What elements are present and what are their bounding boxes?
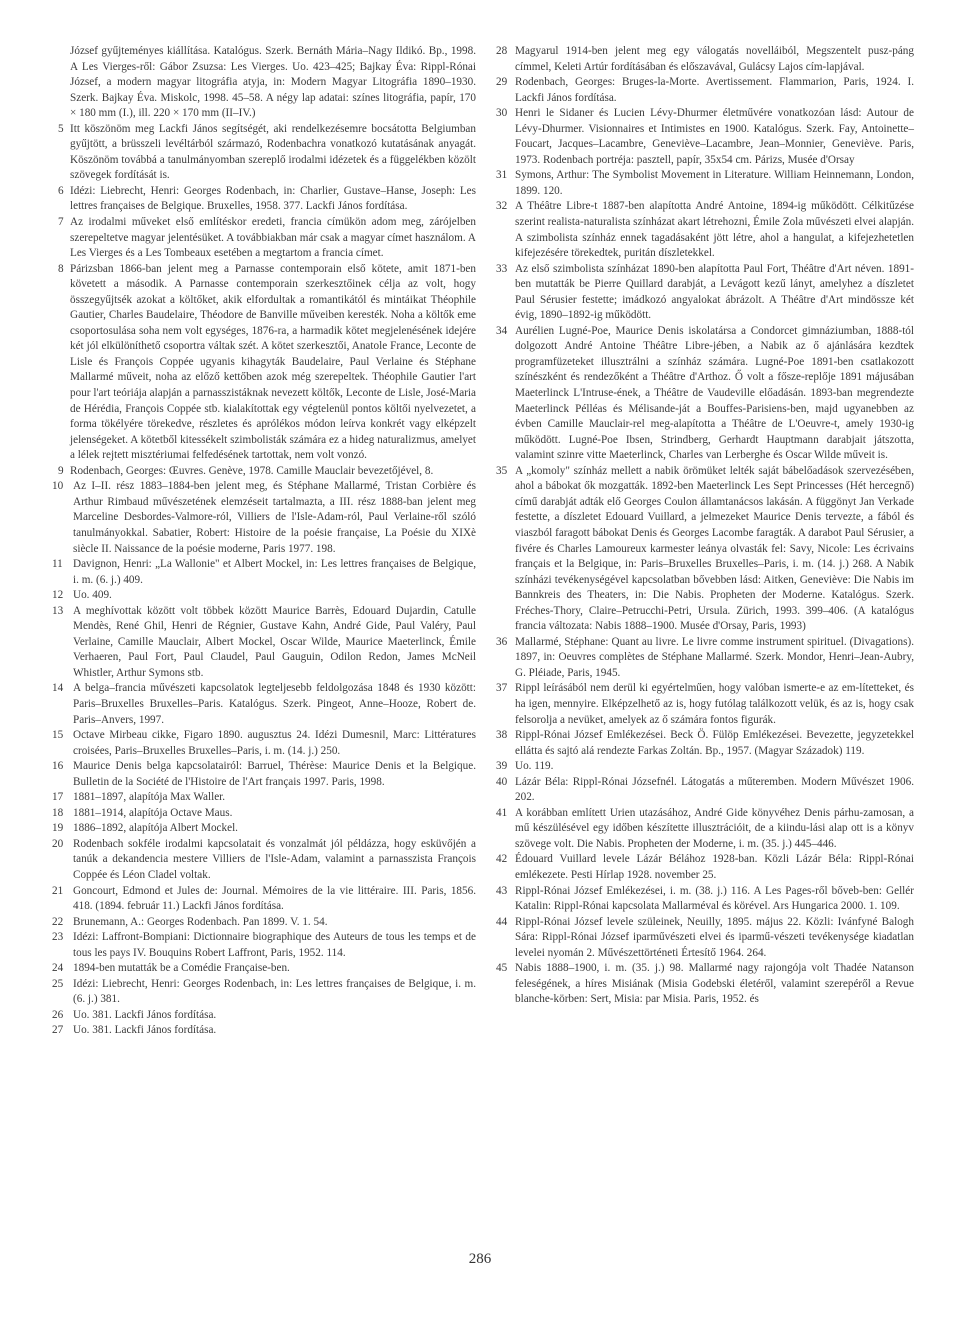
footnote-text: Uo. 409.	[73, 589, 112, 602]
footnote-number: 14	[52, 682, 64, 695]
footnote-text: Itt köszönöm meg Lackfi János segítségét, aki rendelkezésemre bocsátotta Belgiumban gyűjtött, a brüsszeli levéltárból származó, Rodenbachra vonatkozó kutatásának anyagát. Köszönöm továbbá a tanulmányomban szereplő irodalmi idézetek és a függelékben közölt szövegek fordítását is.	[70, 122, 476, 182]
footnote-number: 20	[52, 837, 64, 850]
footnote-number: 18	[52, 806, 64, 819]
footnote-text: 1881–1897, alapítója Max Waller.	[73, 791, 226, 804]
footnote-text: Uo. 381. Lackfi János fordítása.	[73, 1024, 217, 1037]
footnote-text: 1881–1914, alapítója Octave Maus.	[73, 806, 233, 819]
footnote-number: 42	[496, 853, 508, 866]
footnote-number: 16	[52, 760, 64, 773]
right-footnote-column	[496, 44, 914, 1008]
footnote-text: Aurélien Lugné-Poe, Maurice Denis iskolatársa a Condorcet gimnáziumban, 1888-tól dolgozott André Antoine Théâtre Libre-jében, a Nabik az ő ajánlására kezdtek programfüzeteket illusztrálni a színház számára. Lugné-Poe 1891-ben csatlakozott színészként és rendezőként a Théâtre d'Arthoz. Ő volt a fősze-replője 1891 májusában Maeterlinck L'Intruse-ének, a Théâtre de Vaudeville előadásán. 1893-ban megrendezte Maeterlinck Pélléas és Mélisande-ját a Bouffes-Parisiens-ben, majd ugyanebben az évben Camille Mauclair-rel meg-alapította a Théâtre de L'Oeuvre-t, amely 1930-ig működött. Lugné-Poe Ibsen, Strindberg, Gerhardt Hauptmann darabjait játszotta, valamint szinre vitte Maeterlinck, Charles van Lerberghe és Oscar Wilde műveit is.	[515, 324, 914, 462]
footnote-text: Rippl-Rónai József Emlékezései. Beck Ö. Fülöp Emlékezései. Bevezette, jegyzetekkel ellátta és sajtó alá rendezte Farkas Zoltán. Bp., 1957. (Magyar Századok) 119.	[515, 729, 914, 757]
footnote-number: 24	[52, 962, 64, 975]
footnote-text: Idézi: Liebrecht, Henri: Georges Rodenbach, in: Charlier, Gustave–Hanse, Joseph: Les lettres françaises de Belgique. Bruxelles, 1958. 377. Lackfi János fordítása.	[70, 184, 476, 213]
footnote-16	[52, 759, 476, 790]
footnote-27	[52, 1023, 476, 1039]
footnote-34	[496, 324, 914, 464]
footnote-9	[60, 464, 476, 480]
footnote-42	[496, 852, 914, 883]
footnote-number: 11	[52, 558, 63, 571]
footnote-text: Goncourt, Edmond et Jules de: Journal. Mémoires de la vie littéraire. III. Paris, 1856. 418. (1894. február 11.) Lackfi János fordítása.	[73, 884, 476, 913]
footnote-number: 35	[496, 464, 508, 477]
footnote-12	[52, 588, 476, 604]
footnote-number: 21	[52, 884, 64, 897]
footnote-number: 12	[52, 589, 64, 602]
footnote-text: Az I–II. rész 1883–1884-ben jelent meg, és Stéphane Mallarmé, Tristan Corbière és Arthur Rimbaud művészetének elemzéseit tartalmazta, a III. rész 1888-ban jelent meg Marceline Desbordes-Valmore-ról, Villiers de l'Isle-Adam-ról, Paul Verlaine-ről szóló tanulmányokkal. Sabatier, Robert: Histoire de la poésie française, La Poésie du XIXè siècle II. Naissance de la poésie moderne, Paris 1977. 198.	[73, 480, 476, 555]
footnote-number: 44	[496, 915, 508, 928]
footnote-text: Rippl-Rónai József Emlékezései, i. m. (38. j.) 116. A Les Pages-ről bőveb-ben: Gellér Katalin: Rippl-Rónai kapcsolata Mallarméval és körével. Ars Hungarica 2000. 1. 109.	[515, 884, 914, 913]
footnote-text: Nabis 1888–1900, i. m. (35. j.) 98. Mallarmé nagy rajongója volt Thadée Natanson feleségének, a híres Misiának (Misia Godebski életéről, valamint szerepéről a Revue blanche-körben: Sert, Misia: par Misia. Paris, 1952. és	[515, 962, 914, 1006]
footnote-29	[496, 75, 914, 106]
footnote-text: A Théâtre Libre-t 1887-ben alapította André Antoine, 1894-ig működött. Célkitűzése szerint realista-naturalista színházat akart létrehozni, Émile Zola művészeti elvei alapján. A szimbolista színház ennek tagadásaként jött létre, ahol a hangulat, a kifejezhetetlen kifejezésére törekedtek, puritán díszletekkel.	[515, 200, 914, 260]
footnote-number: 39	[496, 760, 508, 773]
footnote-17	[52, 790, 476, 806]
footnote-number: 36	[496, 635, 508, 648]
footnote-text: Rodenbach, Georges: Bruges-la-Morte. Avertissement. Flammarion, Paris, 1924. I. Lackfi János fordítása.	[515, 76, 914, 104]
footnote-text: Magyarul 1914-ben jelent meg egy válogatás novelláiból, Megszentelt pusz-páng címmel, Keleti Artúr fordításában és előszavával, Gulácsy Lajos cím-lapjával.	[515, 45, 914, 73]
footnote-number: 6	[58, 184, 64, 197]
footnote-number: 10	[52, 480, 64, 493]
footnote-number: 41	[496, 806, 508, 819]
footnote-11	[52, 557, 476, 588]
footnote-15	[52, 728, 476, 759]
footnote-31	[496, 168, 914, 199]
footnote-number: 22	[52, 915, 64, 928]
footnote-number: 45	[496, 962, 508, 975]
footnote-number: 13	[52, 604, 64, 617]
footnote-44	[496, 915, 914, 962]
footnote-number: 31	[496, 169, 508, 182]
footnote-28	[496, 44, 914, 75]
footnote-37	[496, 681, 914, 728]
page-number: 286	[468, 1251, 492, 1267]
footnote-33	[496, 262, 914, 324]
left-footnote-column	[52, 44, 476, 1039]
footnote-number: 9	[58, 464, 64, 477]
footnote-number: 30	[496, 107, 508, 120]
footnote-number: 5	[58, 122, 64, 135]
footnote-39	[496, 759, 914, 775]
footnote-text: A korábban említett Urien utazásához, André Gide könyvéhez Denis párhu-zamosan, a mű készülésével egy időben készítette illusztrációit, de a kiindu-lási alap ott is a könyv szövege volt. Die Nabis. Propheten der Moderne, i. m. (35. j.) 445–446.	[515, 806, 914, 850]
footnote-18	[52, 806, 476, 822]
footnote-26	[52, 1008, 476, 1024]
footnote-text: 1894-ben mutatták be a Comédie Française-ben.	[73, 962, 290, 975]
footnote-number: 43	[496, 884, 508, 897]
footnote-40	[496, 775, 914, 806]
footnote-38	[496, 728, 914, 759]
footnote-24	[52, 961, 476, 977]
footnote-number: 23	[52, 931, 64, 944]
footnote-text: Párizsban 1866-ban jelent meg a Parnasse contemporain első kötete, amit 1871-ben követett a második. A Parnasse contemporain szerkesztőinek célja az volt, hogy összegyűjtsék azokat a költőket, akik elfordultak a romantikától és mintáikat Théophile Gautier, Charles Baudelaire, Théodore de Banville műveiben keresték. Noha a költők eme csoportosulása soha nem volt egységes, 1876-ra, a harmadik kötet megjelenésének idejére két jól elkülöníthető csoportra váltak szét. A kötet szerkesztői, Anatole France, Leconte de Lisle és François Coppée ugyanis kihagyták Baudelaire, Paul Verlaine és Stéphane Mallarmé műveit, noha az előző kettőben azok még szerepeltek. Théophile Gautier l'art pour l'art teóriája alapján a parnasszistáknak nevezett költők, Leconte de Lisle, José-Maria de Hérédia, François Coppée stb. kialakítottak egy végtelenül pontos költői nyelvezetet, a forma tökélyére törekedve, részletes és aprólékos módon leírva konkrét vagy elképzelt jelenségeket. A kötetből kitessékelt szimbolisták számára ez a hideg naturalizmus, amelyet a lélek rejtett misztériumai felfedésének tartottak, nem volt vonzó.	[70, 262, 476, 462]
footnote-text: A „komoly" színház mellett a nabik örömüket lelték saját bábelőadások szervezésében, ahol a bábokat ők mozgatták. 1892-ben Maeterlinck Les Sept Princesses (Hét hercegnő) című darabját adták elő Georges Coulon államtanácsos lakásán. A függönyt Jan Verkade festette, a díszletet Edouard Vuillard, a jelmezeket Maurice Denis tervezte, a fából és viaszból faragott bábokat Denis és Georges Lacombe faragták. A darabot Paul Sérusier, a fivére és Charles Lamoureux karmester leánya olvasták fel: Savy, Nicole: Les écrivains français et la Belgique, in: Paris–Bruxelles Bruxelles–Paris, i. m. (14. j.) 268. A Nabik színházi tevékenységével kapcsolatban bővebben lásd: Aitken, Geneviève: Die Nabis im Bannkreis des Theaters, in: Die Nabis. Propheten der Moderne. Katalógus. Szerk. Fréches-Thory, Claire–Petrucchi-Petri, Ursula. Zürich, 1993. 399–406. (A katalógus francia változata: Nabis 1888–1900. Musée d'Orsay, Paris, 1993)	[515, 464, 914, 633]
footnote-text: Octave Mirbeau cikke, Figaro 1890. augusztus 24. Idézi Dumesnil, Marc: Littératures croisées, Paris–Bruxelles Bruxelles–Paris, i. m. (14. j.) 250.	[73, 729, 476, 757]
footnote-text: Idézi: Liebrecht, Henri: Georges Rodenbach, in: Les lettres françaises de Belgique, i. m. (6. j.) 381.	[73, 977, 476, 1006]
footnote-text: Édouard Vuillard levele Lázár Bélához 1928-ban. Közli Lázár Béla: Rippl-Rónai emlékezete. Pesti Hírlap 1928. november 25.	[515, 853, 914, 881]
footnote-text: A meghívottak között volt többek között Maurice Barrès, Edouard Dujardin, Catulle Mendès, René Ghil, Henri de Régnier, Gustave Kahn, André Gide, Paul Valéry, Paul Verlaine, Camille Mauclair, Albert Mockel, Oscar Wilde, Maurice Maeterlinck, Émile Verhaeren, Paul Fort, Paul Claudel, Paul Gauguin, Odilon Redon, James McNeil Whistler, Arthur Symons stb.	[73, 604, 476, 679]
footnote-20	[52, 837, 476, 884]
footnote-text: Uo. 381. Lackfi János fordítása.	[73, 1008, 217, 1021]
footnote-text: A belga–francia művészeti kapcsolatok legteljesebb feldolgozása 1848 és 1930 között: Paris–Bruxelles Bruxelles–Paris. Katalógus. Szerk. Pingeot, Anne–Hooze, Robert de. Paris–Anvers, 1997.	[73, 682, 476, 726]
footnote-5	[60, 122, 476, 184]
footnote-22	[52, 915, 476, 931]
footnote-text: Rippl leírásából nem derül ki egyértelműen, hogy valóban ismerte-e az em-lítetteket, és ha igen, mennyire. Elképzelhető az is, hogy futólag találkozott velük, és az is, hogy csak felsorolja a nevüket, amelyek az ő számára fontos figurák.	[515, 682, 914, 726]
footnote-number: 28	[496, 45, 508, 57]
footnote-number: 40	[496, 775, 508, 788]
footnote-text: 1886–1892, alapítója Albert Mockel.	[73, 822, 238, 835]
footnote-number: 25	[52, 977, 64, 990]
footnote-19	[52, 821, 476, 837]
footnote-number: 7	[58, 216, 64, 229]
footnote-32	[496, 199, 914, 261]
footnote-text: Lázár Béla: Rippl-Rónai Józsefnél. Látogatás a műteremben. Modern Művészet 1906. 202.	[515, 775, 914, 804]
footnote-number: 19	[52, 822, 64, 835]
footnote-text: Brunemann, A.: Georges Rodenbach. Pan 1899. V. 1. 54.	[73, 915, 328, 928]
footnote-text: Az első szimbolista színházat 1890-ben alapította Paul Fort, Théâtre d'Art néven. 1891-ben mutatták be Pierre Quillard darabját, a Levágott kezű lányt, amelyhez a díszletet Paul Sérusier festette; imádkozó angyalokat ábrázolt. A Théâtre d'Art mindössze két évig, 1890–1892-ig működött.	[515, 262, 914, 322]
footnote-text: Mallarmé, Stéphane: Quant au livre. Le livre comme instrument spirituel. (Divagations). 1897, in: Oeuvres complètes de Stéphane Mallarmé. Szerk. Mondor, Henri–Jean-Aubry, G. Pléiade, Paris, 1945.	[515, 635, 914, 679]
footnote-text: Rodenbach sokféle irodalmi kapcsolatait és vonzalmát jól példázza, hogy esküvőjén a tanúk a dekandencia mestere Villiers de l'Isle-Adam, valamint a parnasszista François Coppée és Léon Cladel voltak.	[73, 837, 476, 881]
footnote-text: Idézi: Laffront-Bompiani: Dictionnaire biographique des Auteurs de tous les temps et de tous les pays IV. Bouquins Robert Laffront, Paris, 1952. 114.	[73, 931, 476, 959]
footnote-25	[52, 977, 476, 1008]
footnote-36	[496, 635, 914, 682]
footnote-45	[496, 961, 914, 1008]
footnote-number: 32	[496, 200, 508, 213]
footnote-number: 15	[52, 729, 64, 742]
footnote-continuation	[60, 44, 476, 122]
footnote-21	[52, 884, 476, 915]
footnote-number: 34	[496, 324, 508, 337]
footnote-text: Rippl-Rónai József levele szüleinek, Neuilly, 1895. május 22. Közli: Ivánfyné Balogh Sára: Rippl-Rónai József iparművészeti elvei és iparmű-vészeti tevékenysége kiadatlan levelei nyomán 2. Művészettörténeti Értesítő 1964. 264.	[515, 915, 914, 959]
footnote-41	[496, 806, 914, 853]
footnote-text: Uo. 119.	[515, 760, 554, 773]
footnote-text: Rodenbach, Georges: Œuvres. Genève, 1978. Camille Mauclair bevezetőjével, 8.	[70, 464, 434, 477]
footnote-text: Symons, Arthur: The Symbolist Movement in Literature. William Heinnemann, London, 1899. 120.	[515, 169, 914, 197]
footnote-number: 33	[496, 262, 508, 275]
footnote-number: 37	[496, 682, 508, 695]
footnote-text: Maurice Denis belga kapcsolatairól: Barruel, Thérèse: Maurice Denis et la Belgique. Bulletin de la Société de l'Histoire de l'Art français 1997. Paris, 1998.	[73, 760, 476, 788]
footnote-text: Davignon, Henri: „La Wallonie" et Albert Mockel, in: Les lettres françaises de Belgique, i. m. (6. j.) 409.	[73, 558, 476, 586]
footnote-13	[52, 604, 476, 682]
footnote-number: 27	[52, 1024, 64, 1037]
footnote-number: 38	[496, 729, 508, 742]
footnote-10	[52, 479, 476, 557]
footnote-number: 29	[496, 76, 508, 89]
footnote-text: Az irodalmi műveket első említéskor eredeti, francia címükön adom meg, zárójelben szerepeltetve magyar jelentésüket. A továbbiakban már csak a magyar címet használom. A Les Vierges és a Les Tombeaux esetében a megtartom a francia címet.	[70, 216, 476, 260]
footnote-text: József gyűjteményes kiállítása. Katalógus. Szerk. Bernáth Mária–Nagy Ildikó. Bp., 1998. A Les Vierges-ről: Gábor Zsuzsa: Les Vierges. Uo. 423–425; Bajkay Éva: Rippl-Rónai József, a modern magyar litográfia atyja, in: Modern Magyar Litográfia 1890–1930. Szerk. Bajkay Éva. Miskolc, 1998. 45–58. A négy lap adatai: színes litográfia, papír, 170 × 180 mm (I.), ill. 220 × 170 mm (II–IV.)	[70, 45, 476, 120]
footnote-43	[496, 884, 914, 915]
footnote-number: 8	[58, 262, 64, 275]
footnote-text: Henri le Sidaner és Lucien Lévy-Dhurmer életművére vonatkozóan lásd: Autour de Lévy-Dhurmer. Visionnaires et Intimistes en 1900. Katalógus. Szerk. Fay, Antoinette–Foucart, Jacques–Lacambre, Geneviève–Lacambre, Jean–Monnier, Geneviève. Paris, 1973. Rodenbach portréja: pasztell, papír, 35x54 cm. Párizs, Musée d'Orsay	[515, 107, 914, 166]
footnote-number: 17	[52, 791, 64, 804]
footnote-14	[52, 681, 476, 728]
footnote-23	[52, 930, 476, 961]
footnote-7	[60, 215, 476, 262]
footnote-30	[496, 106, 914, 168]
footnote-8	[60, 262, 476, 464]
footnote-6	[60, 184, 476, 215]
footnote-35	[496, 464, 914, 635]
footnote-number: 26	[52, 1008, 64, 1021]
